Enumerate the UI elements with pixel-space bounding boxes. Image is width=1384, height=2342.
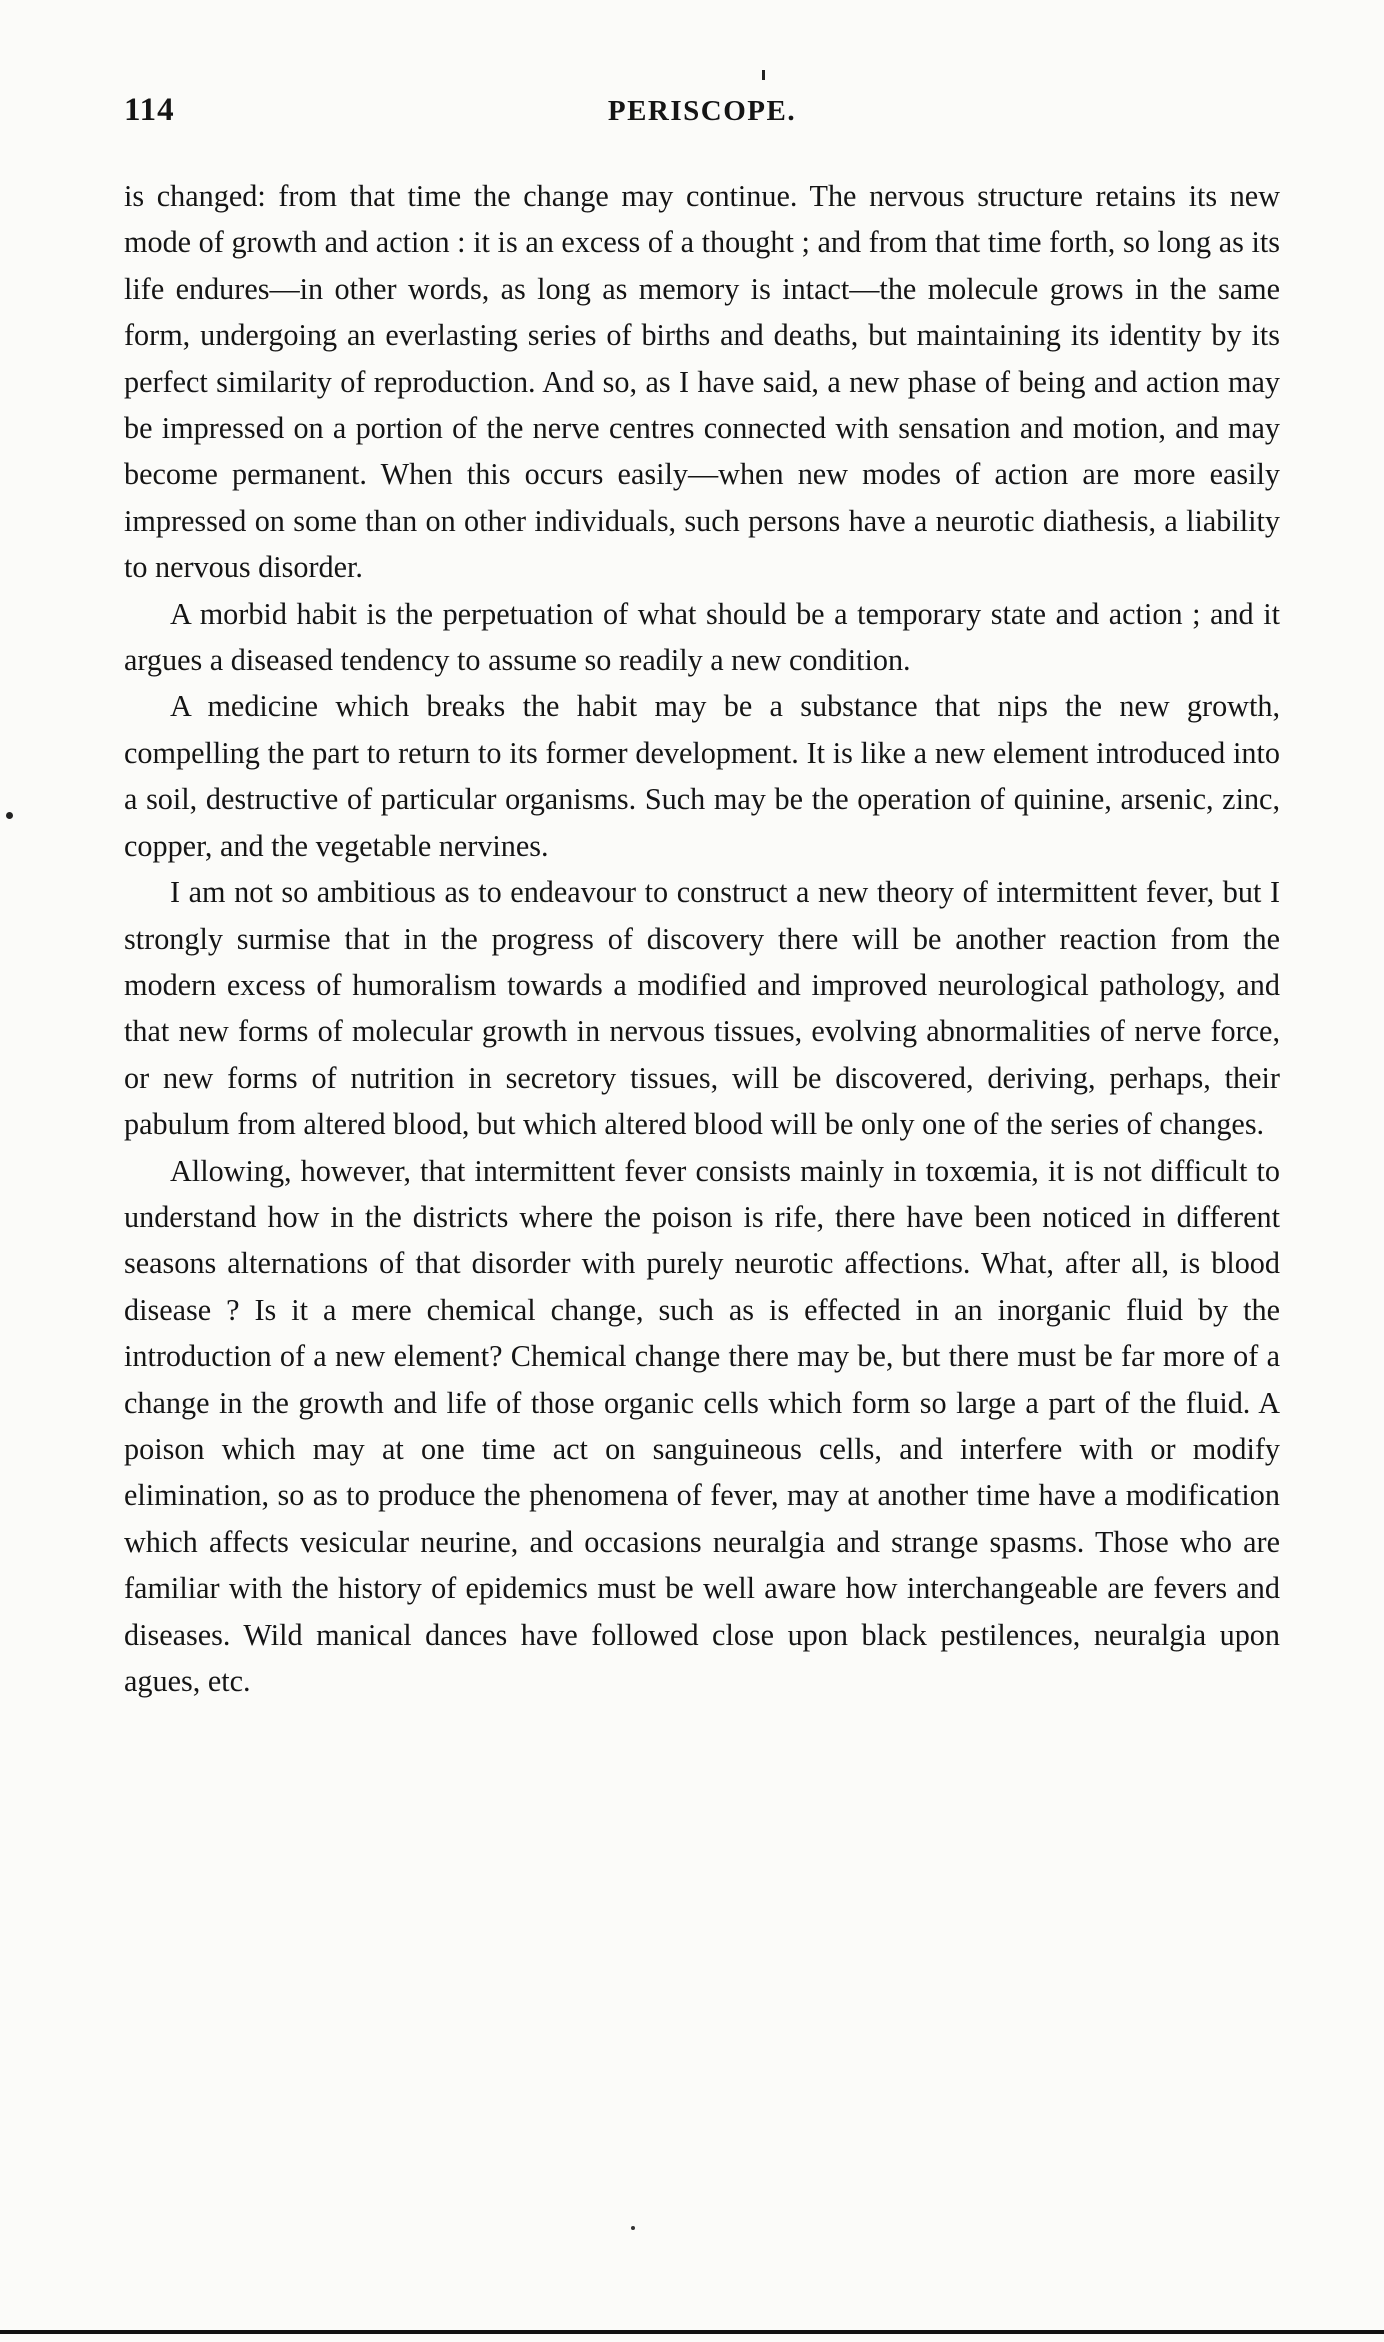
paragraph-medicine: A medicine which breaks the habit may be a substance that nips the new growth, compelling the part to return to its former development. It is like a new element introduced into a soil, destructive of particular organisms. Such may be the operation of quinine, arsenic, zinc, copper, and the vegetable nervines. [124,689,1280,863]
print-mark [762,70,765,80]
paragraph-theory: I am not so ambitious as to endeavour to construct a new theory of intermittent fever, but I strongly surmise that in the progress of discovery there will be another reaction from the modern excess of humoralism towards a modified and improved neurological pathology, and that new forms of molecular growth in nervous tissues, evolving abnormalities of nerve force, or new forms of nutrition in secretory tissues, will be discovered, deriving, perhaps, their pabulum from altered blood, but which altered blood will be only one of the series of changes. [124,875,1280,1142]
page-header [124,92,1280,142]
body-text [124,173,1280,1704]
bottom-rule [0,2330,1384,2334]
margin-dot [6,812,13,819]
paragraph-morbid-habit: A morbid habit is the perpetuation of what should be a temporary state and action ; and it argues a diseased tendency to assume so readily a new condition. [124,596,1280,678]
paragraph-toxaemia: Allowing, however, that intermittent fever consists mainly in toxœmia, it is not difficult to understand how in the districts where the poison is rife, there have been noticed in different seasons alternations of that disorder with purely neurotic affections. What, after all, is blood disease ? Is it a mere chemical change, such as is effected in an inorganic fluid by the introduction of a new element? Chemical change there may be, but there must be far more of a change in the growth and life of those organic cells which form so large a part of the fluid. A poison which may at one time act on sanguineous cells, and interfere with or modify elimination, so as to produce the phenomena of fever, may at another time have a modification which affects vesicular neurine, and occasions neuralgia and strange spasms. Those who are familiar with the history of epidemics must be well aware how interchangeable are fevers and diseases. Wild manical dances have followed close upon black pestilences, neuralgia upon agues, etc. [124,1153,1280,1698]
page-number: 114 [124,92,175,128]
paragraph-continued: is changed: from that time the change may continue. The nervous structure retains its new mode of growth and action : it is an excess of a thought ; and from that time forth, so long as its life endures—in other words, as long as memory is intact—the molecule grows in the same form, undergoing an everlasting series of births and deaths, but maintaining its identity by its perfect similarity of reproduction. And so, as I have said, a new phase of being and action may be impressed on a portion of the nerve centres connected with sensation and motion, and may become permanent. When this occurs easily—when new modes of action are more easily impressed on some than on other individuals, such persons have a neurotic diathesis, a liability to nervous disorder. [124,179,1280,585]
bottom-dot [631,2226,635,2230]
running-title: PERISCOPE. [607,95,797,127]
